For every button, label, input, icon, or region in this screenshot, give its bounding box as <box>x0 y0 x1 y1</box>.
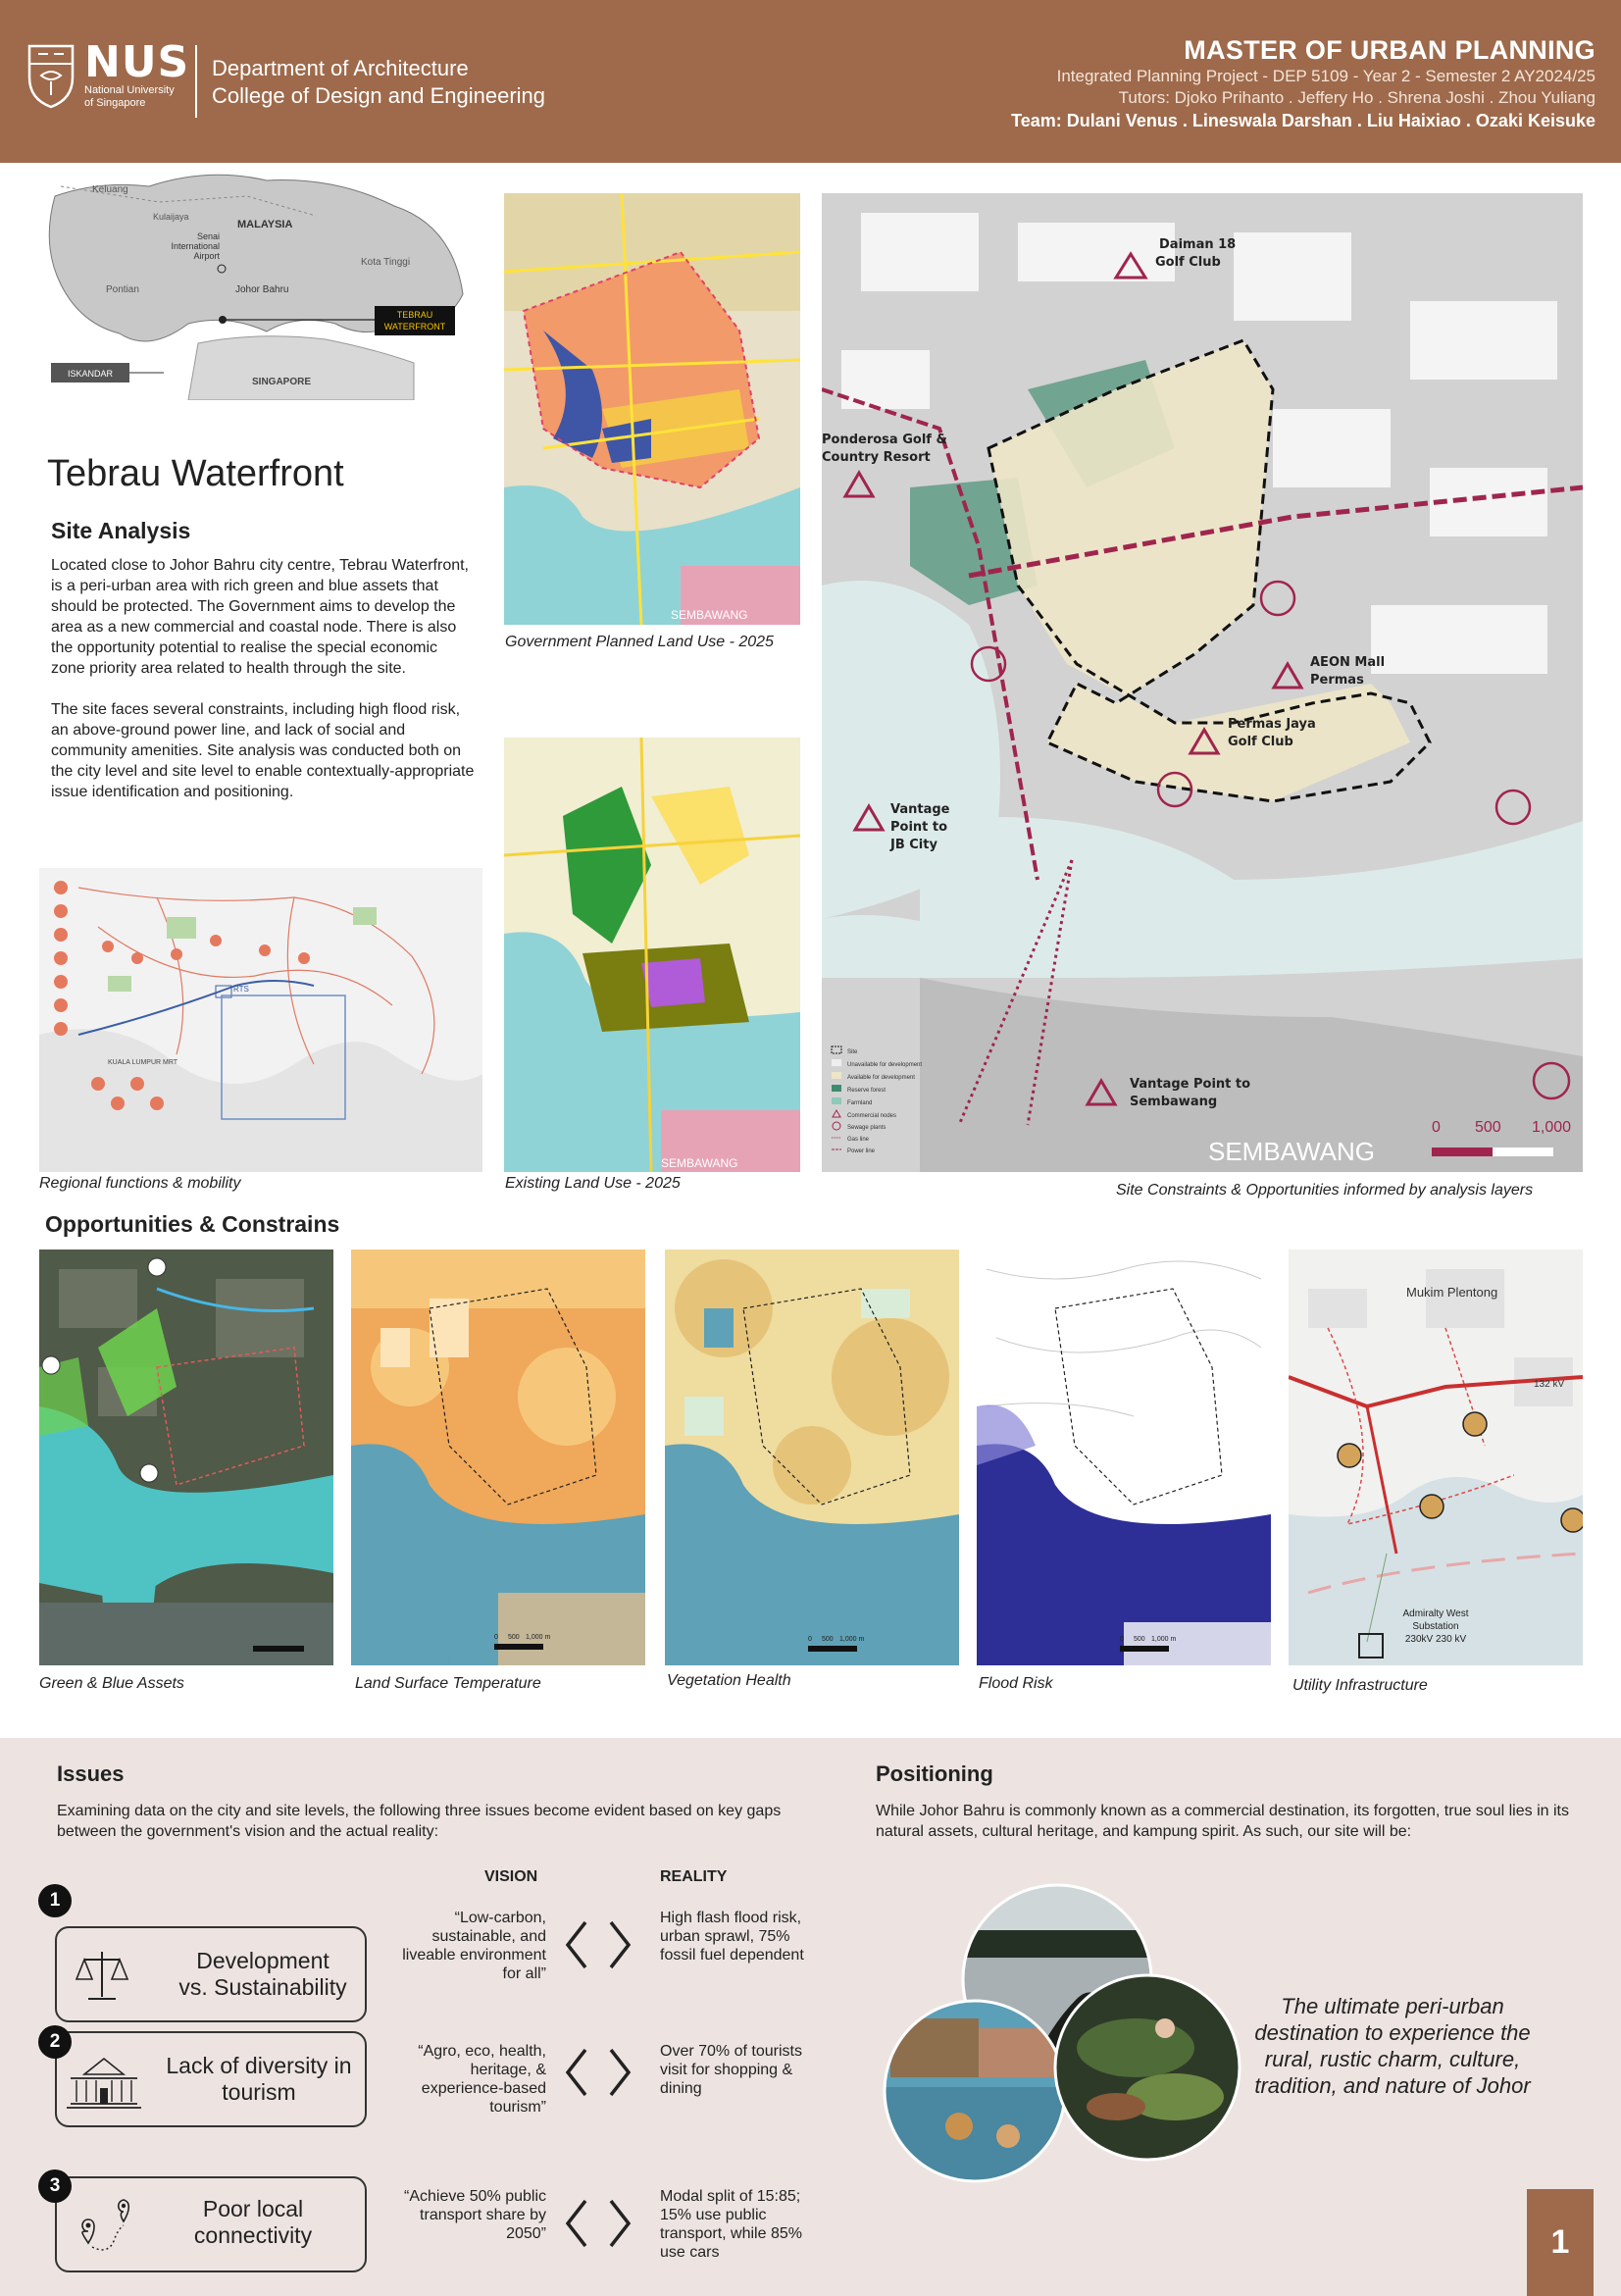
label-daiman-2: Golf Club <box>1155 255 1221 270</box>
university-name: NUS <box>84 37 190 87</box>
site-analysis-paragraph-2: The site faces several constraints, including high flood risk, an above-ground power line, and lack of social and community amenities. Site analysis was conducted both on the city level and site level to enable contextually-appropriate issue identification and positioning. <box>51 701 475 800</box>
positioning-quote: The ultimate peri-urban destination to experience the rural, rustic charm, culture, tradition, and nature of Johor <box>1254 1994 1531 2098</box>
gov-land-use-map <box>504 193 800 625</box>
lst-scale-500: 500 <box>508 1634 520 1641</box>
issue-number-2: 2 <box>38 2025 72 2059</box>
issue-2-reality: Over 70% of tourists visit for shopping & dining <box>660 2043 802 2097</box>
reality-header: REALITY <box>660 1868 728 1885</box>
issue-1-label-line-2: vs. Sustainability <box>178 1974 347 2000</box>
label-permas: Permas Jaya <box>1228 717 1316 732</box>
map-label-singapore: SINGAPORE <box>252 377 312 387</box>
flood-risk-map <box>977 1250 1271 1665</box>
map-label-senai-1: Senai <box>196 231 220 241</box>
issue-3-label <box>165 2196 341 2249</box>
issue-3-label-line-1: Poor local <box>202 2196 304 2221</box>
dept-line-1: Department of Architecture <box>212 56 469 80</box>
utility-infrastructure-map <box>1289 1250 1583 1665</box>
utility-label-admiralty-1: Admiralty West <box>1402 1608 1469 1619</box>
label-sembawang: SEMBAWANG <box>1208 1137 1375 1166</box>
label-ponderosa-2: Country Resort <box>822 450 931 465</box>
map-label-pontian: Pontian <box>106 284 139 295</box>
flood-scale-1000: 1,000 m <box>1151 1636 1177 1643</box>
legend-unavailable: Unavailable for development <box>847 1062 923 1068</box>
issue-number-3: 3 <box>38 2169 72 2203</box>
university-sub-2: of Singapore <box>84 97 146 109</box>
land-surface-temperature-map <box>351 1250 645 1665</box>
map-label-senai-2: International <box>171 241 220 251</box>
veg-scale-1000: 1,000 m <box>839 1636 865 1643</box>
regional-label-kl: KUALA LUMPUR MRT <box>108 1059 178 1066</box>
map-label-kulaijaya: Kulaijaya <box>153 212 189 222</box>
issue-card-3 <box>55 2176 367 2272</box>
existing-land-use-map <box>504 738 800 1172</box>
page-number: 1 <box>1527 2189 1594 2296</box>
panel-caption-lst: Land Surface Temperature <box>355 1675 541 1692</box>
legend-site: Site <box>847 1049 858 1055</box>
panel-caption-flood: Flood Risk <box>979 1675 1053 1692</box>
site-analysis-heading: Site Analysis <box>51 518 191 543</box>
lst-scale-1000: 1,000 m <box>526 1634 551 1641</box>
site-analysis-paragraph-1: Located close to Johor Bahru city centre, Tebrau Waterfront, is a peri-urban area with rich green and blue assets that should be protected. The Government aims to develop the area as a new commercial and coastal node. There is also the opportunity potential to realise the special economic zone priority area related to health through the site. <box>51 557 469 677</box>
header-divider <box>195 45 197 118</box>
label-vantage-sb: Vantage Point to <box>1130 1077 1251 1092</box>
panel-caption-utility: Utility Infrastructure <box>1292 1677 1428 1694</box>
map-label-johor-bahru: Johor Bahru <box>235 284 289 295</box>
issue-2-label-line-2: tourism <box>222 2079 296 2105</box>
regional-map <box>39 868 482 1172</box>
constraints-caption: Site Constraints & Opportunities informed by analysis layers <box>1116 1182 1534 1199</box>
flood-scale-0: 0 <box>1120 1636 1124 1643</box>
map-label-senai-3: Airport <box>193 251 220 261</box>
label-vantage-jb-3: JB City <box>890 838 937 852</box>
heritage-building-icon <box>65 2055 143 2112</box>
issues-intro: Examining data on the city and site levels, the following three issues become evident based on key gaps between the government's vision and the actual reality: <box>57 1803 782 1840</box>
dept-line-2: College of Design and Engineering <box>212 83 546 108</box>
utility-label-mukim: Mukim Plentong <box>1406 1285 1498 1300</box>
vision-reality-chevrons-icon <box>564 2199 633 2248</box>
utility-label-132kv: 132 kV <box>1534 1379 1565 1390</box>
issues-heading: Issues <box>57 1761 125 1786</box>
university-sub-1: National University <box>84 84 175 96</box>
scale-1000: 1,000 <box>1532 1119 1572 1136</box>
project-line: Integrated Planning Project - DEP 5109 - Year 2 - Semester 2 AY2024/25 <box>1056 67 1596 85</box>
label-vantage-jb: Vantage <box>890 802 950 817</box>
regional-label-rts: RTS <box>233 985 249 994</box>
nus-logo <box>25 37 190 110</box>
existing-map-sembawang: SEMBAWANG <box>661 1156 738 1170</box>
map-label-keluang: Keluang <box>92 184 128 195</box>
tebrau-label-1: TEBRAU <box>396 310 433 320</box>
scale-500: 500 <box>1475 1119 1501 1136</box>
nus-crest-icon <box>25 42 76 109</box>
site-analysis-body <box>51 555 475 823</box>
issue-1-reality: High flash flood risk, urban sprawl, 75% fossil fuel dependent <box>660 1910 804 1964</box>
team-line: Team: Dulani Venus . Lineswala Darshan . Liu Haixiao . Ozaki Keisuke <box>1011 111 1596 130</box>
tutors-line: Tutors: Djoko Prihanto . Jeffery Ho . Shrena Joshi . Zhou Yuliang <box>1118 88 1596 107</box>
issue-3-vision: “Achieve 50% public transport share by 2050” <box>404 2188 546 2242</box>
positioning-intro: While Johor Bahru is commonly known as a commercial destination, its forgotten, true soul lies in its natural assets, cultural heritage, and kampung spirit. As such, our site will be: <box>876 1803 1569 1840</box>
issue-3-reality: Modal split of 15:85; 15% use public transport, while 85% use cars <box>660 2188 802 2261</box>
issue-card-1 <box>55 1926 367 2022</box>
scale-justice-icon <box>75 1948 129 2005</box>
issue-3-label-line-2: connectivity <box>193 2222 313 2248</box>
legend-farmland: Farmland <box>847 1100 873 1106</box>
opportunities-heading: Opportunities & Constrains <box>45 1211 340 1237</box>
veg-scale-0: 0 <box>808 1636 812 1643</box>
positioning-heading: Positioning <box>876 1761 993 1786</box>
label-aeon: AEON Mall <box>1310 655 1386 670</box>
positioning-photo-collage <box>881 1881 1243 2185</box>
issue-number-1: 1 <box>38 1884 72 1917</box>
issue-2-label <box>155 2053 363 2106</box>
map-label-kota-tinggi: Kota Tinggi <box>361 257 411 268</box>
legend-sewage: Sewage plants <box>847 1125 886 1131</box>
gov-land-use-caption: Government Planned Land Use - 2025 <box>505 634 774 650</box>
lst-scale-0: 0 <box>494 1634 498 1641</box>
label-daiman: Daiman 18 <box>1159 237 1237 252</box>
tebrau-label-2: WATERFRONT <box>383 322 446 332</box>
green-blue-assets-map <box>39 1250 333 1665</box>
header-banner <box>0 0 1621 163</box>
label-aeon-2: Permas <box>1310 673 1364 688</box>
map-label-malaysia: MALAYSIA <box>237 219 293 230</box>
vision-reality-chevrons-icon <box>564 2048 633 2097</box>
vegetation-health-map <box>665 1250 959 1665</box>
issue-1-label-line-1: Development <box>196 1948 329 1973</box>
vision-header: VISION <box>484 1868 538 1885</box>
utility-label-admiralty-2: Substation <box>1412 1621 1459 1632</box>
legend-available: Available for development <box>847 1075 915 1081</box>
department <box>212 55 545 110</box>
label-permas-2: Golf Club <box>1228 735 1293 749</box>
label-vantage-sb-2: Sembawang <box>1130 1095 1218 1109</box>
utility-label-admiralty-3: 230kV 230 kV <box>1404 1634 1467 1645</box>
legend-gas-line: Gas line <box>847 1137 870 1143</box>
issue-1-label <box>165 1948 361 2001</box>
existing-land-use-caption: Existing Land Use - 2025 <box>505 1175 681 1192</box>
map-label-iskandar: ISKANDAR <box>67 369 114 379</box>
route-pin-icon <box>78 2196 137 2257</box>
label-ponderosa: Ponderosa Golf & <box>822 433 947 447</box>
gov-map-sembawang: SEMBAWANG <box>671 608 748 622</box>
program-info <box>1011 35 1596 132</box>
legend-power-line: Power line <box>847 1148 876 1154</box>
flood-scale-500: 500 <box>1134 1636 1145 1643</box>
issue-1-vision: “Low-carbon, sustainable, and liveable environment for all” <box>402 1910 546 1982</box>
label-vantage-jb-2: Point to <box>890 820 948 835</box>
vision-reality-chevrons-icon <box>564 1920 633 1969</box>
issue-card-2 <box>55 2031 367 2127</box>
issue-2-vision: “Agro, eco, health, heritage, & experience-based tourism” <box>418 2043 546 2116</box>
regional-caption: Regional functions & mobility <box>39 1175 241 1192</box>
legend-commercial: Commercial nodes <box>847 1113 897 1119</box>
program-title: MASTER OF URBAN PLANNING <box>1184 35 1596 65</box>
panel-caption-vegetation: Vegetation Health <box>667 1672 791 1689</box>
legend-reserve-forest: Reserve forest <box>847 1088 886 1094</box>
scale-0: 0 <box>1432 1119 1441 1136</box>
site-title: Tebrau Waterfront <box>47 453 344 494</box>
veg-scale-500: 500 <box>822 1636 834 1643</box>
site-constraints-map <box>822 193 1583 1172</box>
locator-map <box>41 167 473 400</box>
panel-caption-green-blue: Green & Blue Assets <box>39 1675 184 1692</box>
issue-2-label-line-1: Lack of diversity in <box>166 2053 352 2078</box>
